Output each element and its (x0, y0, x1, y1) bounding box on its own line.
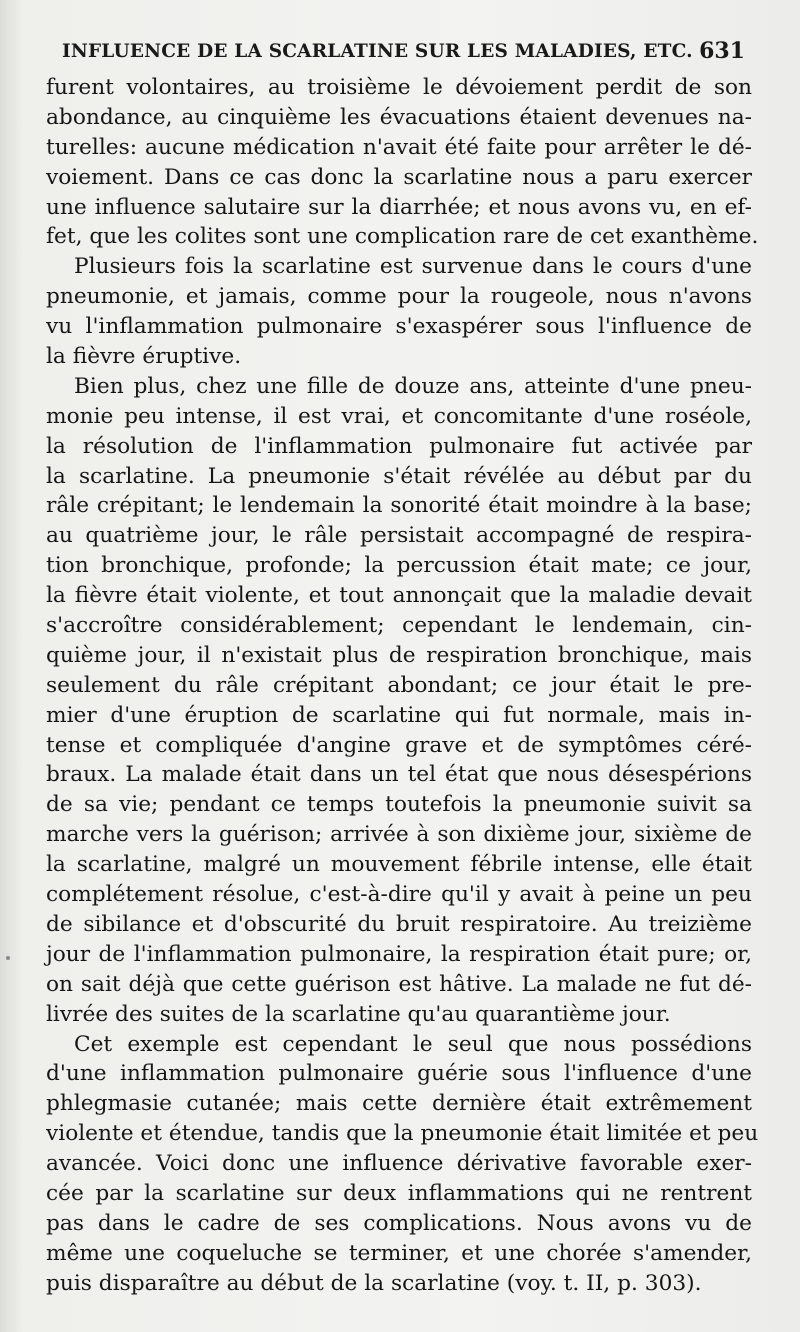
text-line: fet, que les colites sont une complication rare de cet exanthème. (46, 224, 759, 250)
text-line: violente et étendue, tandis que la pneumonie était limitée et peu (46, 1121, 759, 1147)
text-line: s'accroître considérablement; cependant le lendemain, cin- (46, 613, 752, 639)
text-line: voiement. Dans ce cas donc la scarlatine nous a paru exercer (46, 164, 752, 190)
paragraph (46, 372, 752, 1030)
text-line: avancée. Voici donc une influence dérivative favorable exer- (46, 1151, 752, 1177)
paragraph (46, 1030, 759, 1299)
text-line: furent volontaires, au troisième le dévoiement perdit de son (46, 75, 752, 100)
text-line: au quatrième jour, le râle persistait accompagné de respira- (46, 523, 752, 549)
text-line: tense et compliquée d'angine grave et de symptômes céré- (46, 732, 752, 758)
text-line: Cet exemple est cependant le seul que nous possédions (74, 1031, 752, 1057)
text-line: monie peu intense, il est vrai, et concomitante d'une roséole, (46, 403, 752, 429)
paragraph (46, 252, 752, 372)
text-line: la fièvre éruptive. (46, 344, 242, 370)
text-line: d'une inflammation pulmonaire guérie sous l'influence d'une (46, 1061, 752, 1087)
text-line: vu l'inflammation pulmonaire s'exaspérer sous l'influence de (46, 314, 752, 340)
text-line: turelles: aucune médication n'avait été faite pour arrêter le dé- (46, 134, 752, 160)
text-line: la scarlatine. La pneumonie s'était révélée au début par du (46, 463, 752, 489)
text-line: puis disparaître au début de la scarlatine (voy. t. II, p. 303). (46, 1270, 702, 1296)
text-line: même une coqueluche se terminer, et une chorée s'amender, (46, 1240, 752, 1266)
paragraph (46, 73, 759, 252)
text-line: on sait déjà que cette guérison est hâtive. La malade ne fut dé- (46, 971, 752, 997)
body-text (46, 73, 759, 1299)
text-line: livrée des suites de la scarlatine qu'au quarantième jour. (46, 1001, 671, 1027)
text-line: la fièvre était violente, et tout annonçait que la maladie devait (46, 583, 752, 609)
text-line: cée par la scarlatine sur deux inflammations qui ne rentrent (46, 1180, 752, 1206)
text-line: la résolution de l'inflammation pulmonaire fut activée par (46, 433, 752, 459)
print-speck (6, 956, 10, 960)
text-line: pas dans le cadre de ses complications. Nous avons vu de (46, 1210, 752, 1236)
text-line: râle crépitant; le lendemain la sonorité était moindre à la base; (46, 493, 752, 519)
text-line: de sa vie; pendant ce temps toutefois la pneumonie suivit sa (46, 792, 752, 818)
text-line: Bien plus, chez une fille de douze ans, atteinte d'une pneu- (74, 373, 752, 399)
text-line: mier d'une éruption de scarlatine qui fut normale, mais in- (46, 702, 752, 728)
text-line: Plusieurs fois la scarlatine est survenue dans le cours d'une (74, 254, 752, 280)
text-line: complétement résolue, c'est-à-dire qu'il y avait à peine un peu (46, 882, 752, 908)
page-header (62, 38, 745, 70)
text-line: marche vers la guérison; arrivée à son dixième jour, sixième de (46, 822, 752, 848)
text-line: jour de l'inflammation pulmonaire, la respiration était pure; or, (46, 941, 752, 967)
text-line: phlegmasie cutanée; mais cette dernière était extrêmement (46, 1091, 752, 1117)
text-line: abondance, au cinquième les évacuations étaient devenues na- (46, 104, 752, 130)
text-line: la scarlatine, malgré un mouvement fébrile intense, elle était (46, 852, 752, 878)
text-line: seulement du râle crépitant abondant; ce jour était le pre- (46, 672, 752, 698)
text-line: une influence salutaire sur la diarrhée; et nous avons vu, en ef- (46, 194, 752, 220)
text-line: braux. La malade était dans un tel état que nous désespérions (46, 762, 752, 788)
text-line: pneumonie, et jamais, comme pour la rougeole, nous n'avons (46, 284, 752, 310)
text-line: de sibilance et d'obscurité du bruit respiratoire. Au treizième (46, 911, 752, 937)
running-title: INFLUENCE DE LA SCARLATINE SUR LES MALADIES, ETC. (62, 41, 693, 62)
page-number: 631 (699, 38, 745, 64)
text-line: quième jour, il n'existait plus de respiration bronchique, mais (46, 642, 752, 668)
text-line: tion bronchique, profonde; la percussion était mate; ce jour, (46, 553, 752, 579)
